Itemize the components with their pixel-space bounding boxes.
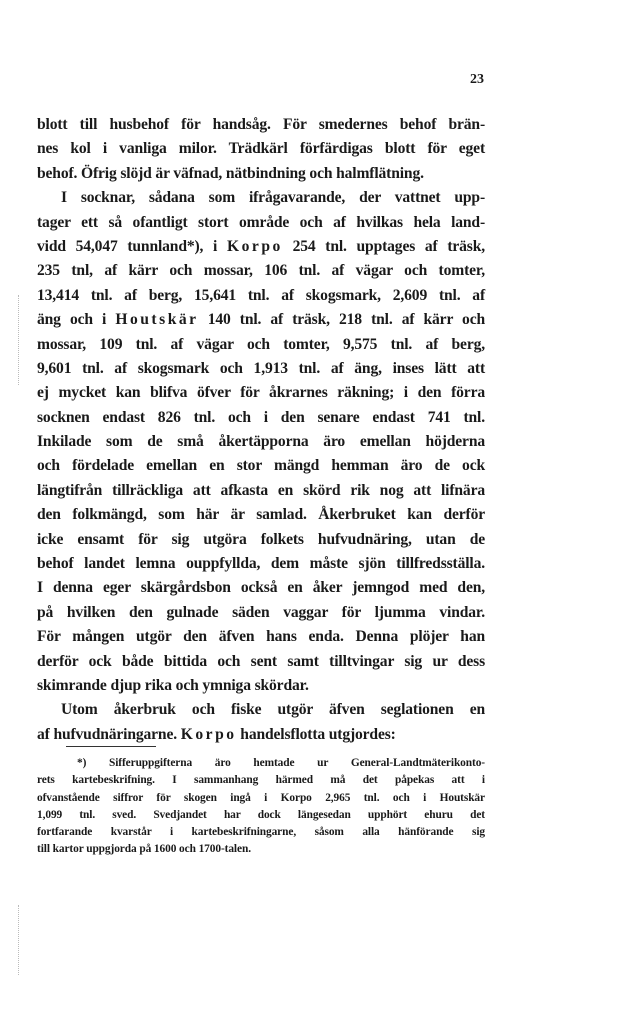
text-line: på hvilken den gulnade säden vaggar för ljumma vindar. (37, 603, 485, 621)
footnote-line: till kartor uppgjorda på 1600 och 1700-talen. (37, 843, 251, 856)
text-segment: äng och i (37, 311, 116, 329)
footnote-line: fortfarande kvarstår i kartebeskrifningarne, såsom alla hänförande sig (37, 826, 485, 839)
footnote-line: *) Sifferuppgifterna äro hemtade ur General-Landtmäterikonto- (77, 757, 485, 769)
margin-mark (18, 905, 19, 975)
page-number: 23 (470, 72, 484, 87)
place-name: Houtskär (115, 311, 199, 329)
place-name: Korpo (180, 725, 237, 743)
text-segment: 254 tnl. upptages af träsk, (282, 237, 485, 255)
text-segment: af hufvudnäringarne. (37, 725, 181, 743)
text-line: socknen endast 826 tnl. och i den senare endast 741 tnl. (37, 408, 485, 426)
text-line: nes kol i vanliga milor. Trädkärl förfärdigas blott för eget (37, 140, 485, 158)
text-line: behof. Öfrig slöjd är väfnad, nätbindning och halmflätning. (37, 164, 424, 182)
text-line: längtifrån tillräckliga att afkasta en skörd rik nog att lifnära (37, 481, 485, 499)
text-line: 235 tnl, af kärr och mossar, 106 tnl. af vägar och tomter, (37, 262, 485, 280)
text-line: För mången utgör den äfven hans enda. Denna plöjer han (37, 628, 485, 646)
margin-mark (18, 295, 19, 385)
text-line: och fördelade emellan en stor mängd hemman äro de ock (37, 457, 485, 475)
footnote-line: rets kartebeskrifning. I sammanhang härmed må det påpekas att i (37, 774, 485, 787)
text-segment: handelsflotta utgjordes: (236, 725, 396, 743)
text-line: I denna eger skärgårdsbon också en åker jemngod med den, (37, 579, 485, 597)
footnote-line: 1,099 tnl. sved. Svedjandet har dock längesedan upphört ehuru det (37, 808, 485, 821)
text-line: Inkilade som de små åkertäpporna äro emellan höjderna (37, 433, 485, 451)
text-line: den folkmängd, som här är samlad. Åkerbruket kan derför (37, 506, 485, 524)
text-line: Utom åkerbruk och fiske utgör äfven seglationen en (61, 701, 485, 719)
text-line: 9,601 tnl. af skogsmark och 1,913 tnl. af äng, inses lätt att (37, 359, 485, 377)
place-name: Korpo (227, 237, 283, 255)
text-segment: vidd 54,047 tunnland*), i (37, 237, 227, 255)
body-text (37, 113, 485, 747)
footnote-line: ofvanstående siffror för skogen ingå i Korpo 2,965 tnl. och i Houtskär (37, 791, 485, 804)
text-line: tager ett så ofantligt stort område och af hvilkas hela land- (37, 213, 485, 231)
text-segment: 140 tnl. af träsk, 218 tnl. af kärr och (198, 311, 486, 329)
text-line: derför ock både bittida och sent samt tilltvingar sig ur dess (37, 652, 485, 670)
footnote (37, 755, 485, 859)
text-line: behof landet lemna ouppfyllda, dem måste sjön tillfredsställa. (37, 555, 485, 573)
text-line: blott till husbehof för handsåg. För smedernes behof brän- (37, 116, 485, 133)
text-line (37, 308, 485, 332)
text-line: 13,414 tnl. af berg, 15,641 tnl. af skogsmark, 2,609 tnl. af (37, 286, 485, 304)
text-line: ej mycket kan blifva öfver för åkrarnes räkning; i den förra (37, 384, 485, 402)
text-line (37, 723, 485, 747)
text-line (37, 235, 485, 259)
text-line: skimrande djup rika och ymniga skördar. (37, 676, 309, 694)
text-line: mossar, 109 tnl. af vägar och tomter, 9,575 tnl. af berg, (37, 335, 485, 353)
text-line: icke ensamt för sig utgöra folkets hufvudnäring, utan de (37, 530, 485, 548)
footnote-rule (66, 746, 156, 747)
text-line: I socknar, sådana som ifrågavarande, der vattnet upp- (61, 189, 485, 207)
